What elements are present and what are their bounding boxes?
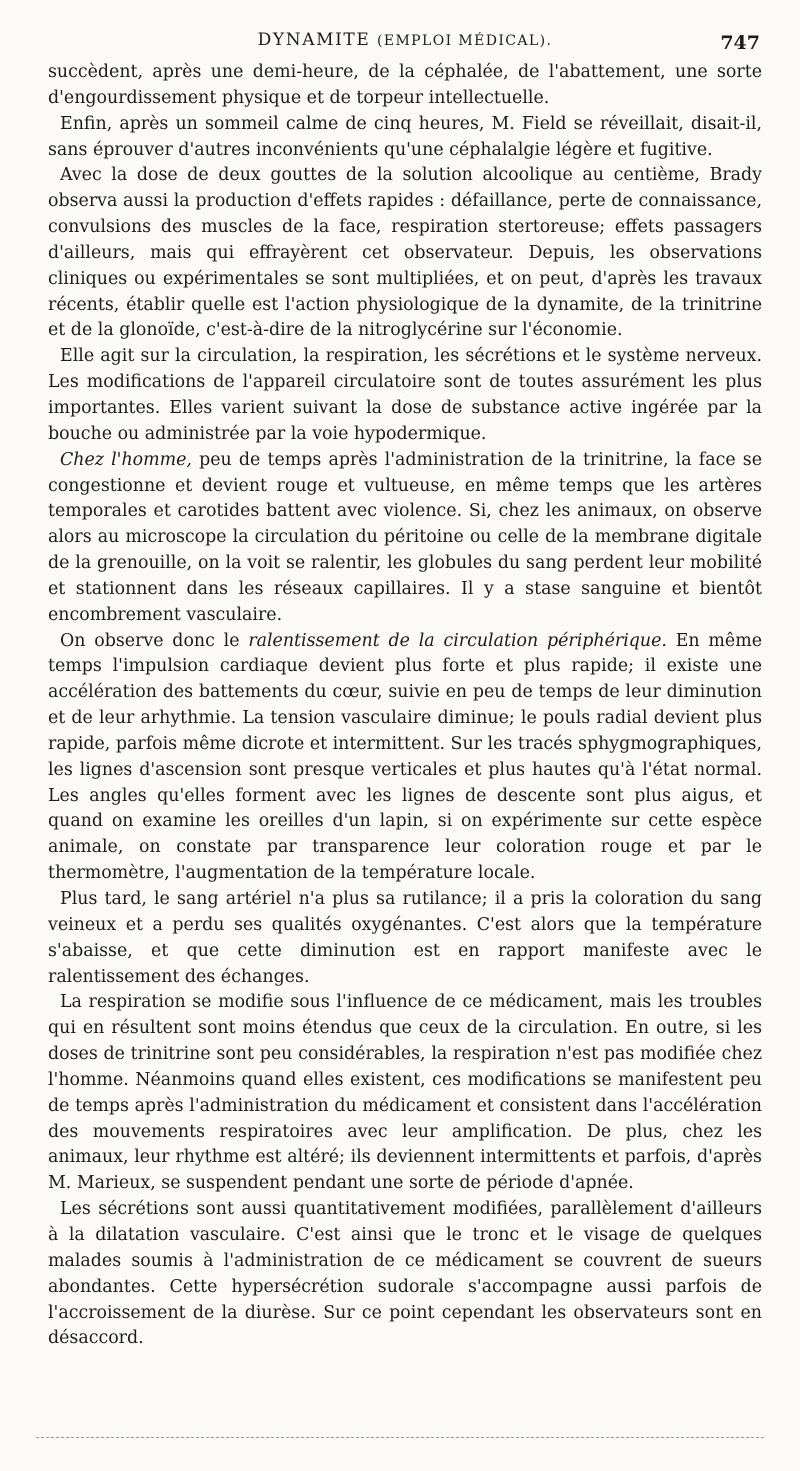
paragraph-4-text: Elle agit sur la circulation, la respiration, les sécrétions et le système nerveux. Les modifications de l'appareil circulatoire sont de toutes assurément les plus importantes. Elles varient suivant la dose de substance active ingérée par la bouche ou administrée par la voie hypodermique. <box>48 346 762 444</box>
page-number: 747 <box>720 32 760 54</box>
running-head-subtitle: (EMPLOI MÉDICAL). <box>376 33 553 49</box>
paragraph-7-text: Plus tard, le sang artériel n'a plus sa rutilance; il a pris la coloration du sang veineux et a perdu ses qualités oxygénantes. C'est alors que la température s'abaisse, et que cette diminution est en rapport manifeste avec le ralentissement des échanges. <box>48 889 762 987</box>
paragraph-5-lead-italic: Chez l'homme, <box>60 449 192 470</box>
running-head-title <box>48 30 762 50</box>
running-head-main: DYNAMITE <box>257 30 371 50</box>
paragraph-1 <box>48 60 762 112</box>
paragraph-6-lead: On observe donc le <box>60 630 249 651</box>
running-head <box>48 28 762 56</box>
paragraph-6-italic: ralentissement de la circulation périphérique. <box>248 630 667 651</box>
paragraph-2-text: Enfin, après un sommeil calme de cinq heures, M. Field se réveillait, disait-il, sans éprouver d'autres inconvénients qu'une céphalalgie légère et fugitive. <box>48 113 762 160</box>
paragraph-8 <box>48 990 762 1197</box>
paragraph-6 <box>48 629 762 887</box>
paragraph-3 <box>48 163 762 344</box>
footer-dashed-rule <box>36 1437 764 1438</box>
paragraph-5 <box>48 448 762 629</box>
paragraph-2 <box>48 112 762 164</box>
paragraph-1-text: succèdent, après une demi-heure, de la céphalée, de l'abattement, une sorte d'engourdissement physique et de torpeur intellectuelle. <box>48 62 762 108</box>
paragraph-6-text: En même temps l'impulsion cardiaque devient plus forte et plus rapide; il existe une accélération des battements du cœur, suivie en peu de temps de leur diminution et de leur arhythmie. La tension vasculaire diminue; le pouls radial devient plus rapide, parfois même dicrote et intermittent. Sur les tracés sphygmographiques, les lignes d'ascension sont presque verticales et plus hautes qu'à l'état normal. Les angles qu'elles forment avec les lignes de descente sont plus aigus, et quand on examine les oreilles d'un lapin, si on expérimente sur cette espèce animale, on constate par transparence leur coloration rouge et par le thermomètre, l'augmentation de la température locale. <box>48 630 762 884</box>
paragraph-9-text: Les sécrétions sont aussi quantitativement modifiées, parallèlement d'ailleurs à la dilatation vasculaire. C'est ainsi que le tronc et le visage de quelques malades soumis à l'administration de ce médicament se couvrent de sueurs abondantes. Cette hypersécrétion sudorale s'accompagne aussi parfois de l'accroissement de la diurèse. Sur ce point cependant les observateurs sont en désaccord. <box>48 1199 762 1349</box>
paragraph-4 <box>48 344 762 447</box>
paragraph-3-text: Avec la dose de deux gouttes de la solution alcoolique au centième, Brady observa aussi la production d'effets rapides : défaillance, perte de connaissance, convulsions des muscles de la face, respiration stertoreuse; effets passagers d'ailleurs, mais qui effrayèrent cet observateur. Depuis, les observations cliniques ou expérimentales se sont multipliées, et on peut, d'après les travaux récents, établir quelle est l'action physiologique de la dynamite, de la trinitrine et de la glonoïde, c'est-à-dire de la nitroglycérine sur l'économie. <box>48 165 762 341</box>
body-text <box>48 60 762 1352</box>
paragraph-7 <box>48 887 762 990</box>
paragraph-5-text: peu de temps après l'administration de la trinitrine, la face se congestionne et devient rouge et vultueuse, en même temps que les artères temporales et carotides battent avec violence. Si, chez les animaux, on observe alors au microscope la circulation du péritoine ou celle de la membrane digitale de la grenouille, on la voit se ralentir, les globules du sang perdent leur mobilité et stationnent dans les réseaux capillaires. Il y a stase sanguine et bientôt encombrement vasculaire. <box>48 449 762 625</box>
paragraph-9 <box>48 1197 762 1352</box>
paragraph-8-text: La respiration se modifie sous l'influence de ce médicament, mais les troubles qui en résultent sont moins étendus que ceux de la circulation. En outre, si les doses de trinitrine sont peu considérables, la respiration n'est pas modifiée chez l'homme. Néanmoins quand elles existent, ces modifications se manifestent peu de temps après l'administration du médicament et consistent dans l'accélération des mouvements respiratoires avec leur amplification. De plus, chez les animaux, leur rhythme est altéré; ils deviennent intermittents et parfois, d'après M. Marieux, se suspendent pendant une sorte de période d'apnée. <box>48 992 762 1194</box>
